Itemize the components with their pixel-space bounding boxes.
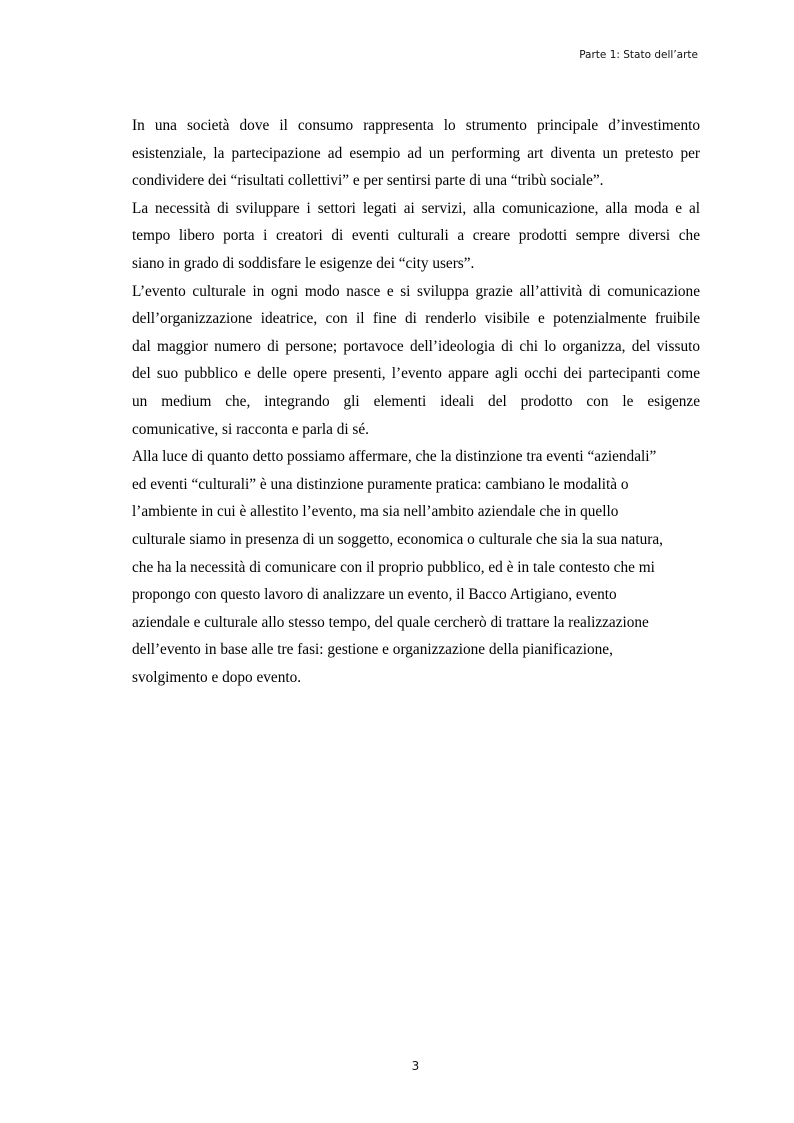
text-line: La necessità di sviluppare i settori legati ai servizi, alla comunicazione, alla moda e al [132,199,700,217]
text-line: tempo libero porta i creatori di eventi culturali a creare prodotti sempre diversi che [132,227,700,245]
text-line: comunicative, si racconta e parla di sé. [132,420,369,438]
text-line: esistenziale, la partecipazione ad esempio ad un performing art diventa un pretesto per [132,144,700,162]
running-header: Parte 1: Stato dell’arte [579,49,698,61]
paragraph-services-sectors [132,195,700,278]
text-line: aziendale e culturale allo stesso tempo, del quale cercherò di trattare la realizzazione [132,613,649,631]
text-line: dell’evento in base alle tre fasi: gestione e organizzazione della pianificazione, [132,641,613,659]
text-line: del suo pubblico e delle opere presenti, l’evento appare agli occhi dei partecipanti come [132,365,700,383]
text-line: l’ambiente in cui è allestito l’evento, ma sia nell’ambito aziendale che in quello [132,503,619,521]
text-line: condividere dei “risultati collettivi” e per sentirsi parte di una “tribù sociale”. [132,172,604,190]
paragraph-corporate-vs-cultural [132,443,700,691]
text-line: Alla luce di quanto detto possiamo affermare, che la distinzione tra eventi “aziendali” [132,448,657,466]
text-line: svolgimento e dopo evento. [132,668,302,686]
paragraph-consumer-society [132,112,700,195]
body-text [132,112,700,691]
text-line: dell’organizzazione ideatrice, con il fine di renderlo visibile e potenzialmente fruibile [132,310,700,328]
text-line: dal maggior numero di persone; portavoce dell’ideologia di chi lo organizza, del vissuto [132,337,700,355]
text-line: siano in grado di soddisfare le esigenze dei “city users”. [132,254,475,272]
text-line: ed eventi “culturali” è una distinzione puramente pratica: cambiano le modalità o [132,475,629,493]
paragraph-cultural-event-communication [132,278,700,444]
text-line: un medium che, integrando gli elementi ideali del prodotto con le esigenze [132,392,700,410]
text-line: propongo con questo lavoro di analizzare un evento, il Bacco Artigiano, evento [132,586,617,604]
text-line: L’evento culturale in ogni modo nasce e si sviluppa grazie all’attività di comunicazione [132,282,700,300]
text-line: In una società dove il consumo rappresenta lo strumento principale d’investimento [132,117,700,134]
page-number: 3 [411,1059,420,1073]
text-line: culturale siamo in presenza di un soggetto, economica o culturale che sia la sua natura, [132,530,663,548]
text-line: che ha la necessità di comunicare con il proprio pubblico, ed è in tale contesto che mi [132,558,655,576]
